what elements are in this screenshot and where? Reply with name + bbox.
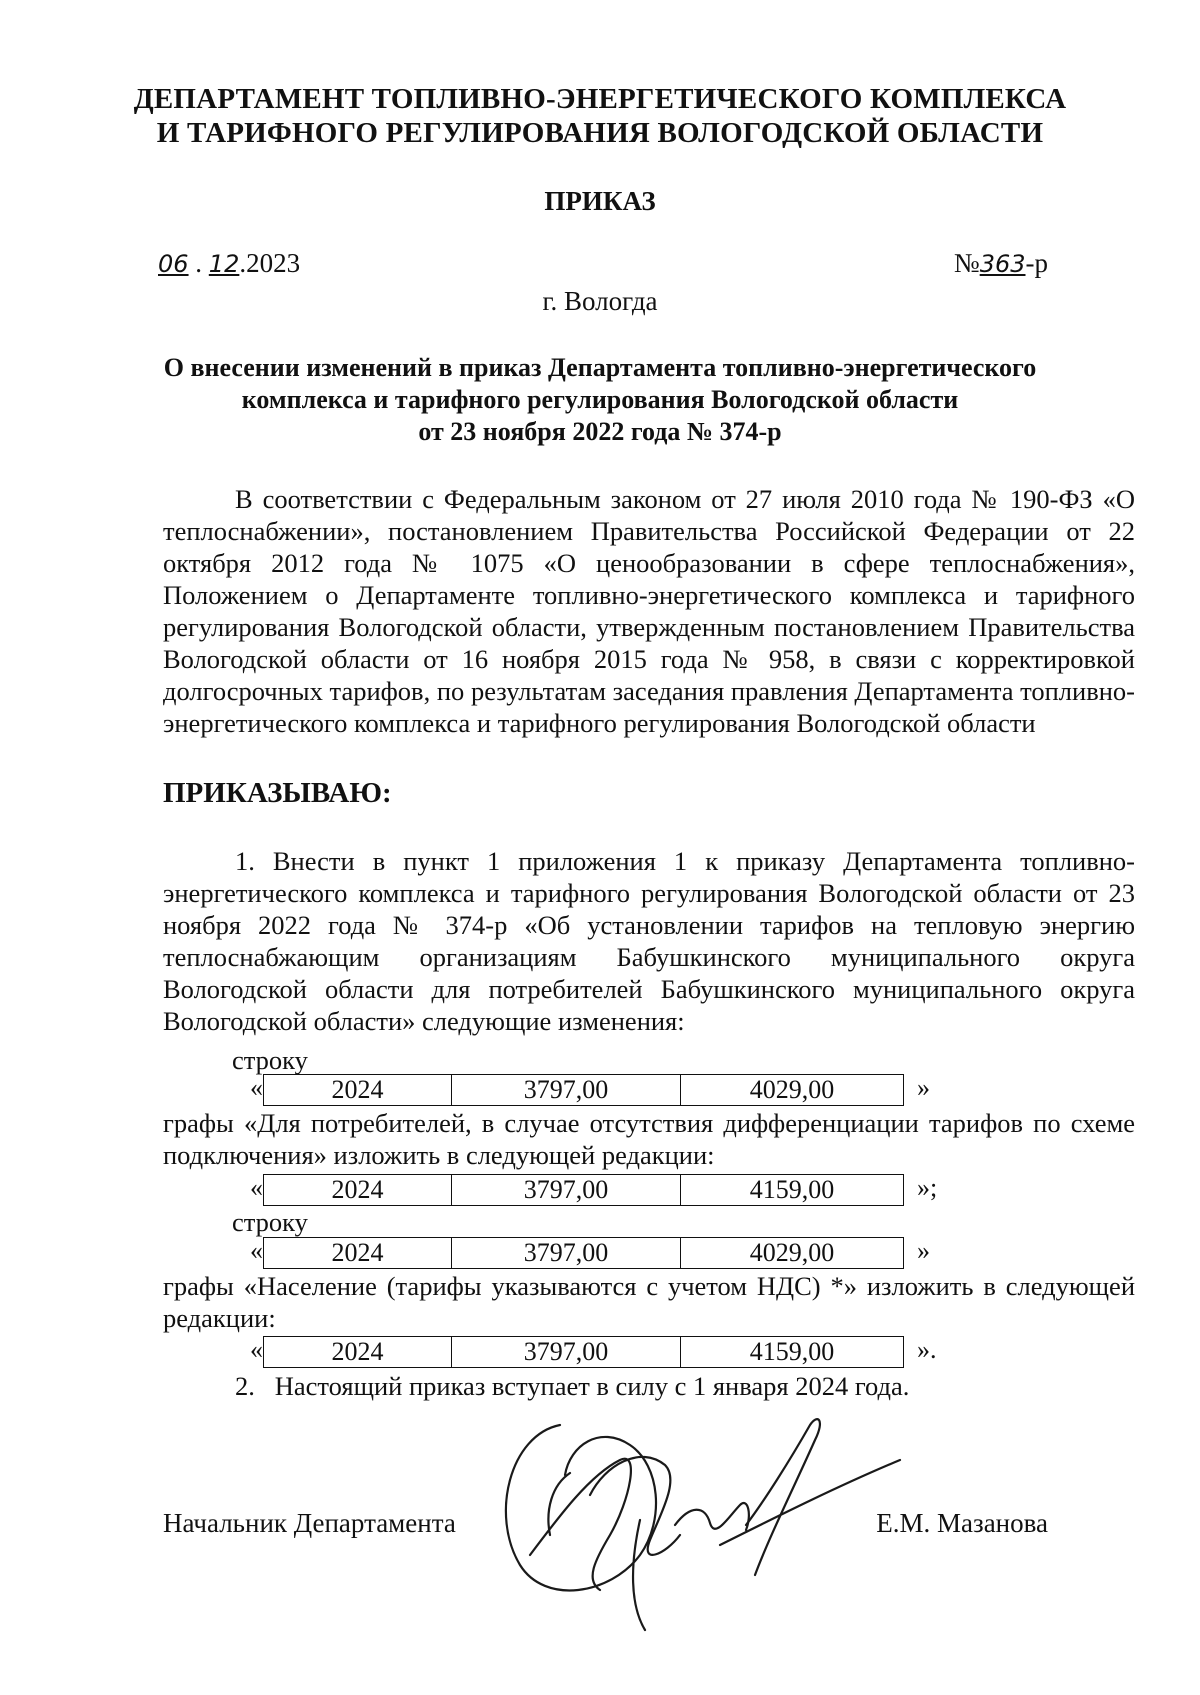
subject-line1: О внесении изменений в приказ Департамента топливно-энергетического: [163, 353, 1037, 382]
cell-year: 2024: [264, 1075, 452, 1105]
signature-name: Е.М. Мазанова: [876, 1508, 1048, 1538]
cell-value-2: 4029,00: [749, 1075, 835, 1104]
order-title: ПРИКАЗ: [544, 186, 656, 216]
number-suffix: -р: [1025, 248, 1048, 278]
quote-close: ».: [917, 1335, 937, 1364]
quote-open: «: [250, 1335, 263, 1364]
cell-year: 2024: [264, 1175, 452, 1205]
cell-value-2: 4159,00: [749, 1337, 835, 1366]
cell-value-1: 3797,00: [452, 1238, 681, 1268]
cell-value-1: 3797,00: [452, 1075, 681, 1105]
date-month: 12: [208, 250, 240, 278]
quote-open: «: [250, 1236, 263, 1265]
tariff-table: [263, 1336, 904, 1368]
label-stroku-2: строку: [232, 1207, 308, 1237]
quote-close: »: [917, 1236, 930, 1265]
cell-value-1: 3797,00: [452, 1175, 681, 1205]
city: г. Вологда: [542, 286, 658, 316]
tariff-table: [263, 1237, 904, 1269]
tariff-table: [263, 1074, 904, 1106]
grafy-2-paragraph: графы «Население (тарифы указываются с учетом НДС) *» изложить в следующей редакции:: [163, 1271, 1135, 1333]
order-date: 06 . 12.2023: [158, 248, 301, 278]
item-2-paragraph: 2. Настоящий приказ вступает в силу с 1 января 2024 года.: [235, 1371, 910, 1401]
cell-value-2: 4159,00: [749, 1175, 835, 1204]
subject-line3: от 23 ноября 2022 года № 374-р: [418, 417, 782, 446]
grafy-1-paragraph: графы «Для потребителей, в случае отсутствия дифференциации тарифов по схеме подключения» изложить в следующей редакции:: [163, 1108, 1135, 1170]
label-stroku-1: строку: [232, 1045, 308, 1075]
cell-year: 2024: [264, 1238, 452, 1268]
quote-open: «: [250, 1073, 263, 1102]
handwritten-signature: [490, 1405, 910, 1635]
date-year: .2023: [239, 248, 301, 278]
number-value: 363: [979, 250, 1026, 278]
date-day: 06: [158, 250, 189, 278]
item-1-paragraph: 1. Внести в пункт 1 приложения 1 к приказу Департамента топливно-энергетического комплекса и тарифного регулирования Вологодской области от 23 ноября 2022 года № 374-р «Об установлении тарифов на тепловую энергию теплоснабжающим организациям Бабушкинского муниципального округа Вологодской области для потребителей Бабушкинского муниципального округа Вологодской области» следующие изменения:: [163, 846, 1135, 1036]
preamble-paragraph: В соответствии с Федеральным законом от 27 июля 2010 года № 190-ФЗ «О теплоснабжении», постановлением Правительства Российской Федерации от 22 октября 2012 года № 1075 «О ценообразовании в сфере теплоснабжения», Положением о Департаменте топливно-энергетического комплекса и тарифного регулирования Вологодской области, утвержденным постановлением Правительства Вологодской области от 16 ноября 2015 года № 958, в связи с корректировкой долгосрочных тарифов, по результатам заседания правления Департамента топливно-энергетического комплекса и тарифного регулирования Вологодской области: [163, 484, 1135, 738]
quote-close: »: [917, 1073, 930, 1102]
cell-value-1: 3797,00: [452, 1337, 681, 1367]
department-name-line2: И ТАРИФНОГО РЕГУЛИРОВАНИЯ ВОЛОГОДСКОЙ ОБЛАСТИ: [156, 117, 1044, 149]
quote-close: »;: [917, 1173, 938, 1202]
cell-year: 2024: [264, 1337, 452, 1367]
quote-open: «: [250, 1173, 263, 1202]
tariff-table: [263, 1174, 904, 1206]
cell-value-2: 4029,00: [749, 1238, 835, 1267]
order-word: ПРИКАЗЫВАЮ:: [163, 777, 392, 809]
order-number: [954, 248, 1048, 279]
subject-line2: комплекса и тарифного регулирования Вологодской области: [241, 385, 959, 414]
number-prefix: №: [953, 248, 980, 278]
department-name-line1: ДЕПАРТАМЕНТ ТОПЛИВНО-ЭНЕРГЕТИЧЕСКОГО КОМПЛЕКСА: [133, 83, 1067, 115]
signature-position: Начальник Департамента: [163, 1508, 456, 1538]
